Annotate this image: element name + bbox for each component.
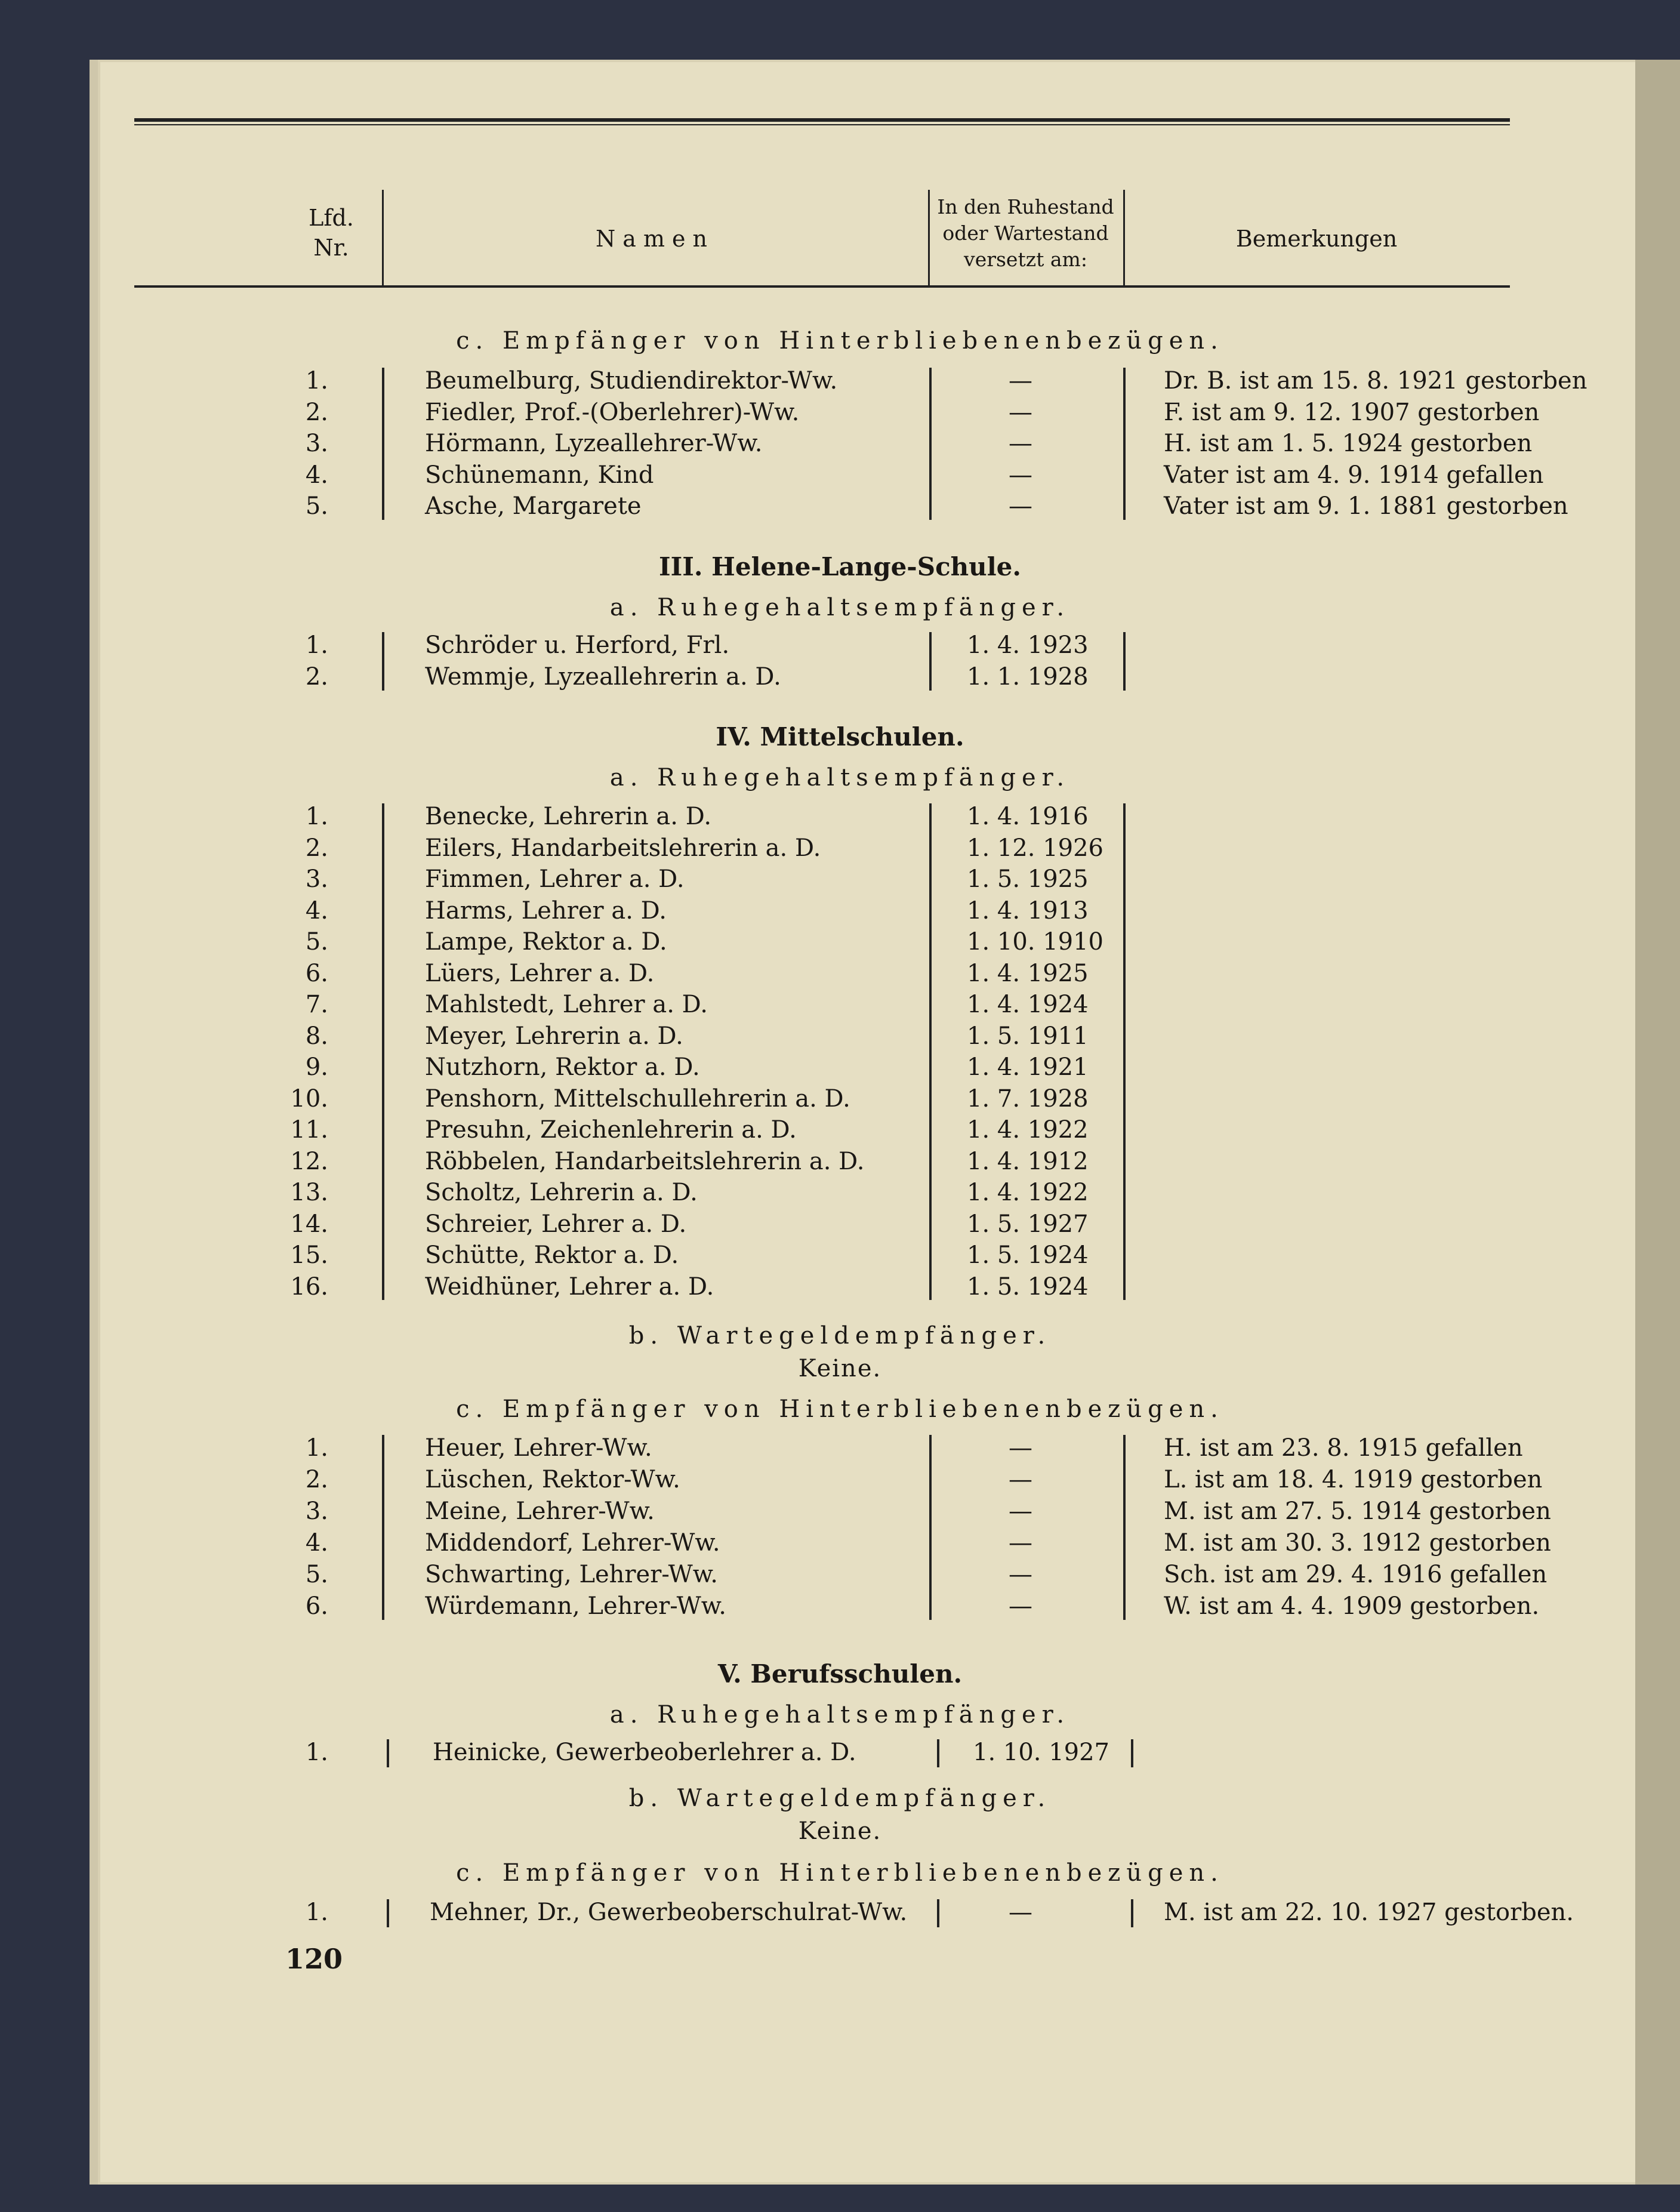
row-name: Harms, Lehrer a. D. [425, 896, 667, 925]
row-name: Wemmje, Lyzeallehrerin a. D. [425, 663, 781, 691]
table-row [0, 926, 1680, 957]
row-number: 6. [305, 959, 328, 987]
table-row [0, 1083, 1680, 1114]
table-row [0, 1432, 1680, 1464]
header-date-line3: versetzt am: [964, 248, 1087, 271]
row-date: 1. 10. 1927 [973, 1739, 1110, 1766]
row-date: 1. 5. 1911 [967, 1022, 1089, 1050]
row-number: 1. [305, 1899, 328, 1926]
row-date: 1. 7. 1928 [967, 1085, 1089, 1113]
row-number: 3. [305, 1498, 328, 1525]
row-number: 5. [305, 928, 328, 956]
header-col-remarks: Bemerkungen [1235, 226, 1398, 252]
row-date: — [1009, 367, 1032, 395]
row-number: 2. [305, 663, 328, 691]
table-row [0, 1897, 1680, 1928]
row-remark: F. ist am 9. 12. 1907 gestorben [1164, 398, 1540, 426]
row-name: Schreier, Lehrer a. D. [425, 1210, 687, 1238]
table-row [0, 1021, 1680, 1052]
table-row [0, 864, 1680, 895]
row-number: 3. [305, 865, 328, 893]
row-date: — [1009, 1561, 1032, 1588]
row-name: Schütte, Rektor a. D. [425, 1241, 679, 1269]
row-name: Mahlstedt, Lehrer a. D. [425, 991, 708, 1018]
row-date: — [1009, 492, 1032, 520]
header-date-line2: oder Wartestand [942, 221, 1109, 245]
row-number: 7. [305, 991, 328, 1018]
column-separator [387, 1739, 389, 1767]
row-date: 1. 4. 1913 [967, 896, 1089, 925]
section-caption: a. Ruhegehaltsempfänger. [609, 764, 1071, 791]
column-separator [929, 803, 932, 1300]
row-number: 3. [305, 430, 328, 457]
header-nr-line1: Lfd. [309, 205, 354, 231]
row-remark: H. ist am 1. 5. 1924 gestorben [1164, 430, 1533, 457]
row-name: Röbbelen, Handarbeitslehrerin a. D. [425, 1147, 865, 1175]
section-none: Keine. [798, 1817, 882, 1845]
row-number: 4. [305, 1529, 328, 1557]
row-number: 11. [290, 1116, 328, 1144]
column-separator [929, 1435, 932, 1620]
header-bottom-rule [134, 285, 1510, 288]
row-number: 5. [305, 492, 328, 520]
table-row [0, 491, 1680, 522]
section-none: Keine. [798, 1355, 882, 1382]
row-date: 1. 5. 1927 [967, 1210, 1089, 1238]
row-name: Asche, Margarete [425, 492, 642, 520]
row-name: Fimmen, Lehrer a. D. [425, 865, 685, 893]
row-date: 1. 5. 1924 [967, 1241, 1089, 1269]
row-date: — [1009, 430, 1032, 457]
table-row [0, 1271, 1680, 1302]
table-row [0, 1496, 1680, 1527]
row-date: — [1009, 1434, 1032, 1462]
table-row [0, 1114, 1680, 1145]
column-separator [1123, 368, 1126, 520]
row-number: 1. [305, 367, 328, 395]
table-row [0, 1146, 1680, 1177]
row-number: 1. [305, 1434, 328, 1462]
column-separator [382, 803, 384, 1300]
row-name: Penshorn, Mittelschullehrerin a. D. [425, 1085, 850, 1113]
row-remark: M. ist am 22. 10. 1927 gestorben. [1164, 1899, 1574, 1926]
header-col-nr [280, 203, 382, 263]
table-top-rule [134, 118, 1510, 125]
row-date: — [1009, 1498, 1032, 1525]
section-title: III. Helene-Lange-Schule. [658, 552, 1022, 581]
table-row [0, 1737, 1680, 1768]
row-name: Eilers, Handarbeitslehrerin a. D. [425, 834, 821, 862]
row-number: 10. [290, 1085, 328, 1113]
table-row [0, 1527, 1680, 1558]
column-separator [387, 1899, 389, 1927]
table-row [0, 1240, 1680, 1271]
column-separator [929, 368, 932, 520]
row-remark: M. ist am 27. 5. 1914 gestorben [1164, 1498, 1551, 1525]
table-row [0, 958, 1680, 989]
column-separator [1123, 632, 1126, 691]
row-name: Middendorf, Lehrer-Ww. [425, 1529, 720, 1557]
row-date: 1. 4. 1922 [967, 1179, 1089, 1206]
row-number: 12. [290, 1147, 328, 1175]
section-caption: c. Empfänger von Hinterbliebenenbezügen. [456, 1395, 1224, 1423]
row-name: Scholtz, Lehrerin a. D. [425, 1179, 698, 1206]
table-row [0, 1591, 1680, 1622]
section-caption: c. Empfänger von Hinterbliebenenbezügen. [456, 1859, 1224, 1887]
section-title: V. Berufsschulen. [717, 1659, 963, 1689]
row-number: 2. [305, 398, 328, 426]
row-date: 1. 1. 1928 [967, 663, 1089, 691]
row-number: 4. [305, 461, 328, 489]
table-row [0, 397, 1680, 428]
row-remark: Sch. ist am 29. 4. 1916 gefallen [1164, 1561, 1548, 1588]
row-number: 1. [305, 803, 328, 830]
row-number: 2. [305, 1466, 328, 1493]
row-number: 13. [290, 1179, 328, 1206]
row-number: 15. [290, 1241, 328, 1269]
table-row [0, 428, 1680, 459]
column-separator [382, 1435, 384, 1620]
row-remark: L. ist am 18. 4. 1919 gestorben [1164, 1466, 1543, 1493]
row-date: 1. 12. 1926 [967, 834, 1104, 862]
table-row [0, 1209, 1680, 1240]
column-separator [937, 1899, 939, 1927]
row-number: 9. [305, 1053, 328, 1081]
row-date: 1. 4. 1921 [967, 1053, 1089, 1081]
row-number: 6. [305, 1592, 328, 1620]
row-date: — [1009, 1592, 1032, 1620]
page-number: 120 [285, 1943, 343, 1975]
section-caption: b. Wartegeldempfänger. [628, 1785, 1052, 1812]
header-col-date [928, 194, 1123, 273]
row-date: — [1009, 398, 1032, 426]
table-row [0, 1177, 1680, 1208]
table-row [0, 661, 1680, 692]
row-name: Hörmann, Lyzeallehrer-Ww. [425, 430, 763, 457]
row-name: Beumelburg, Studiendirektor-Ww. [425, 367, 838, 395]
column-separator [1123, 803, 1126, 1300]
column-separator [1131, 1739, 1133, 1767]
row-remark: W. ist am 4. 4. 1909 gestorben. [1164, 1592, 1540, 1620]
row-name: Meyer, Lehrerin a. D. [425, 1022, 683, 1050]
row-remark: Dr. B. ist am 15. 8. 1921 gestorben [1164, 367, 1587, 395]
row-number: 1. [305, 631, 328, 659]
row-remark: H. ist am 23. 8. 1915 gefallen [1164, 1434, 1523, 1462]
row-date: 1. 5. 1925 [967, 865, 1089, 893]
row-date: 1. 4. 1925 [967, 959, 1089, 987]
row-name: Heuer, Lehrer-Ww. [425, 1434, 652, 1462]
table-row [0, 833, 1680, 864]
column-separator [1131, 1899, 1133, 1927]
section-title: IV. Mittelschulen. [716, 722, 964, 751]
row-name: Schwarting, Lehrer-Ww. [425, 1561, 718, 1588]
column-separator [382, 632, 384, 691]
row-name: Presuhn, Zeichenlehrerin a. D. [425, 1116, 797, 1144]
row-name: Nutzhorn, Rektor a. D. [425, 1053, 700, 1081]
table-row [0, 1559, 1680, 1590]
header-date-line1: In den Ruhestand [937, 195, 1114, 218]
column-separator [382, 368, 384, 520]
row-name: Lüers, Lehrer a. D. [425, 959, 655, 987]
row-name: Lüschen, Rektor-Ww. [425, 1466, 680, 1493]
row-name: Mehner, Dr., Gewerbeoberschulrat-Ww. [430, 1899, 908, 1926]
row-remark: Vater ist am 4. 9. 1914 gefallen [1164, 461, 1544, 489]
row-date: 1. 4. 1912 [967, 1147, 1089, 1175]
header-nr-line2: Nr. [313, 235, 349, 261]
row-name: Benecke, Lehrerin a. D. [425, 803, 712, 830]
row-name: Schröder u. Herford, Frl. [425, 631, 730, 659]
row-name: Heinicke, Gewerbeoberlehrer a. D. [433, 1739, 856, 1766]
header-col-name: Namen [596, 226, 714, 252]
section-caption: a. Ruhegehaltsempfänger. [609, 594, 1071, 621]
row-name: Meine, Lehrer-Ww. [425, 1498, 655, 1525]
row-date: — [1009, 1466, 1032, 1493]
row-number: 1. [305, 1739, 328, 1766]
row-name: Fiedler, Prof.-(Oberlehrer)-Ww. [425, 398, 800, 426]
column-separator [937, 1739, 939, 1767]
row-number: 4. [305, 896, 328, 925]
row-date: — [1009, 461, 1032, 489]
table-row [0, 460, 1680, 491]
row-name: Würdemann, Lehrer-Ww. [425, 1592, 726, 1620]
row-number: 16. [290, 1273, 328, 1301]
row-remark: M. ist am 30. 3. 1912 gestorben [1164, 1529, 1551, 1557]
row-number: 8. [305, 1022, 328, 1050]
row-number: 5. [305, 1561, 328, 1588]
row-date: 1. 4. 1916 [967, 803, 1089, 830]
row-date: 1. 4. 1923 [967, 631, 1089, 659]
column-separator [929, 632, 932, 691]
column-separator [1123, 1435, 1126, 1620]
section-caption: c. Empfänger von Hinterbliebenenbezügen. [456, 327, 1224, 355]
row-remark: Vater ist am 9. 1. 1881 gestorben [1164, 492, 1568, 520]
row-date: 1. 4. 1924 [967, 991, 1089, 1018]
table-row [0, 989, 1680, 1020]
table-row [0, 630, 1680, 661]
row-name: Weidhüner, Lehrer a. D. [425, 1273, 714, 1301]
table-row [0, 895, 1680, 926]
section-caption: a. Ruhegehaltsempfänger. [609, 1701, 1071, 1729]
row-number: 14. [290, 1210, 328, 1238]
row-date: 1. 10. 1910 [967, 928, 1104, 956]
row-number: 2. [305, 834, 328, 862]
row-date: 1. 5. 1924 [967, 1273, 1089, 1301]
table-row [0, 365, 1680, 396]
row-date: 1. 4. 1922 [967, 1116, 1089, 1144]
table-row [0, 1464, 1680, 1495]
row-name: Lampe, Rektor a. D. [425, 928, 667, 956]
table-row [0, 801, 1680, 832]
row-date: — [1009, 1529, 1032, 1557]
row-name: Schünemann, Kind [425, 461, 654, 489]
table-row [0, 1052, 1680, 1083]
row-date: — [1009, 1899, 1032, 1926]
section-caption: b. Wartegeldempfänger. [628, 1322, 1052, 1350]
